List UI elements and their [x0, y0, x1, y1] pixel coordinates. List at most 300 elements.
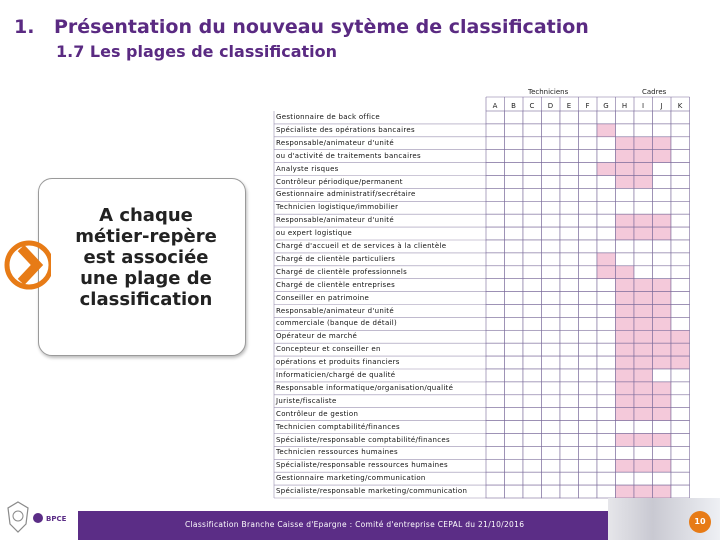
cell-filled	[671, 330, 690, 343]
level-a: A	[492, 102, 498, 110]
cell-empty	[542, 356, 561, 369]
cell-filled	[671, 343, 690, 356]
level-g: G	[603, 102, 609, 110]
cell-empty	[560, 408, 579, 421]
cell-empty	[653, 124, 672, 137]
row-label: Chargé de clientèle particuliers	[276, 254, 396, 263]
row-label: Spécialiste des opérations bancaires	[276, 125, 415, 134]
cell-filled	[616, 137, 635, 150]
cell-empty	[505, 137, 524, 150]
cell-empty	[505, 317, 524, 330]
cell-empty	[579, 266, 598, 279]
cell-empty	[486, 343, 505, 356]
cell-empty	[597, 356, 616, 369]
cell-empty	[505, 395, 524, 408]
cell-empty	[671, 369, 690, 382]
cell-empty	[560, 227, 579, 240]
cell-empty	[523, 176, 542, 189]
cell-empty	[505, 369, 524, 382]
cell-empty	[560, 382, 579, 395]
cell-empty	[634, 201, 653, 214]
group-techniciens: Techniciens	[528, 88, 569, 96]
cell-empty	[597, 369, 616, 382]
cell-empty	[505, 150, 524, 163]
cell-empty	[597, 279, 616, 292]
cell-empty	[523, 227, 542, 240]
cell-empty	[597, 150, 616, 163]
cell-empty	[486, 434, 505, 447]
cell-empty	[486, 292, 505, 305]
cell-empty	[634, 266, 653, 279]
cell-empty	[560, 292, 579, 305]
page-number: 10	[689, 511, 711, 533]
cell-empty	[486, 227, 505, 240]
cell-empty	[505, 343, 524, 356]
cell-empty	[560, 395, 579, 408]
cell-filled	[616, 227, 635, 240]
cell-empty	[616, 472, 635, 485]
row-label: Gestionnaire marketing/communication	[276, 474, 426, 483]
cell-empty	[542, 279, 561, 292]
cell-empty	[671, 227, 690, 240]
cell-empty	[486, 240, 505, 253]
cell-empty	[523, 459, 542, 472]
cell-empty	[579, 253, 598, 266]
cell-empty	[597, 485, 616, 498]
cell-filled	[616, 459, 635, 472]
row-label: Concepteur et conseiller en	[276, 345, 381, 354]
cell-empty	[634, 124, 653, 137]
cell-empty	[616, 253, 635, 266]
row-label: ou d'activité de traitements bancaires	[276, 151, 421, 160]
cell-empty	[505, 201, 524, 214]
cell-filled	[653, 434, 672, 447]
cell-filled	[653, 408, 672, 421]
cell-empty	[634, 446, 653, 459]
cell-empty	[597, 434, 616, 447]
cell-empty	[523, 408, 542, 421]
cell-empty	[542, 111, 561, 124]
cell-empty	[542, 266, 561, 279]
row-label: Spécialiste/responsable ressources humaines	[276, 461, 448, 470]
cell-filled	[616, 408, 635, 421]
cell-empty	[597, 305, 616, 318]
cell-filled	[653, 279, 672, 292]
cell-empty	[523, 317, 542, 330]
cell-empty	[671, 472, 690, 485]
cell-empty	[560, 434, 579, 447]
cell-empty	[597, 214, 616, 227]
cell-filled	[634, 485, 653, 498]
cell-filled	[616, 395, 635, 408]
cell-empty	[523, 279, 542, 292]
cell-empty	[671, 279, 690, 292]
cell-empty	[542, 124, 561, 137]
cell-empty	[579, 434, 598, 447]
cell-empty	[486, 421, 505, 434]
cell-filled	[653, 317, 672, 330]
cell-empty	[505, 188, 524, 201]
section-number: 1.	[14, 16, 35, 38]
cell-empty	[542, 305, 561, 318]
cell-empty	[579, 176, 598, 189]
cell-empty	[671, 111, 690, 124]
cell-filled	[634, 330, 653, 343]
cell-empty	[542, 408, 561, 421]
cell-empty	[634, 421, 653, 434]
group-cadres: Cadres	[642, 88, 667, 96]
cell-filled	[616, 292, 635, 305]
cell-empty	[671, 459, 690, 472]
cell-filled	[653, 227, 672, 240]
cell-empty	[560, 459, 579, 472]
cell-empty	[486, 150, 505, 163]
callout-line: A chaque	[99, 205, 193, 226]
cell-empty	[597, 176, 616, 189]
cell-empty	[505, 382, 524, 395]
cell-empty	[505, 434, 524, 447]
cell-empty	[560, 124, 579, 137]
cell-filled	[616, 317, 635, 330]
callout-line: classification	[79, 289, 213, 310]
cell-empty	[542, 214, 561, 227]
row-label: Chargé de clientèle entreprises	[276, 280, 396, 289]
cell-empty	[505, 266, 524, 279]
cell-empty	[523, 434, 542, 447]
cell-empty	[579, 330, 598, 343]
cell-empty	[486, 279, 505, 292]
cell-filled	[634, 150, 653, 163]
cell-empty	[542, 137, 561, 150]
cell-empty	[579, 124, 598, 137]
cell-empty	[523, 163, 542, 176]
row-label: Contrôleur périodique/permanent	[276, 177, 403, 186]
cell-empty	[579, 395, 598, 408]
callout-line: métier-repère	[75, 226, 217, 247]
cell-empty	[579, 421, 598, 434]
cell-empty	[523, 305, 542, 318]
cell-empty	[523, 356, 542, 369]
level-k: K	[677, 102, 683, 110]
cell-empty	[523, 395, 542, 408]
cell-empty	[579, 150, 598, 163]
cell-empty	[560, 201, 579, 214]
cell-empty	[634, 111, 653, 124]
cell-filled	[653, 382, 672, 395]
page-subtitle: 1.7 Les plages de classification	[56, 42, 338, 61]
cell-empty	[542, 201, 561, 214]
cell-empty	[486, 111, 505, 124]
cell-empty	[579, 279, 598, 292]
cell-filled	[653, 356, 672, 369]
cell-empty	[486, 124, 505, 137]
cell-empty	[560, 446, 579, 459]
cell-empty	[560, 188, 579, 201]
cell-empty	[523, 369, 542, 382]
cell-empty	[542, 421, 561, 434]
cell-empty	[486, 266, 505, 279]
cell-empty	[486, 201, 505, 214]
row-label: Chargé d'accueil et de services à la clientèle	[276, 242, 447, 250]
cell-filled	[634, 163, 653, 176]
cell-filled	[616, 176, 635, 189]
cell-empty	[671, 188, 690, 201]
cell-empty	[560, 240, 579, 253]
cell-empty	[523, 330, 542, 343]
cell-empty	[560, 305, 579, 318]
cell-empty	[542, 472, 561, 485]
cell-filled	[634, 343, 653, 356]
cell-empty	[653, 201, 672, 214]
cell-empty	[597, 421, 616, 434]
row-label: Analyste risques	[276, 164, 339, 173]
cell-empty	[505, 240, 524, 253]
page-title: Présentation du nouveau sytème de classification	[54, 16, 589, 38]
cell-empty	[597, 343, 616, 356]
cell-empty	[597, 188, 616, 201]
cell-filled	[653, 459, 672, 472]
cell-empty	[653, 111, 672, 124]
cell-empty	[579, 240, 598, 253]
cell-empty	[560, 330, 579, 343]
cell-empty	[486, 214, 505, 227]
cell-empty	[579, 369, 598, 382]
cell-filled	[671, 356, 690, 369]
row-label: Contrôleur de gestion	[276, 409, 359, 418]
cell-empty	[486, 472, 505, 485]
cell-empty	[560, 266, 579, 279]
cell-empty	[542, 434, 561, 447]
cell-empty	[505, 227, 524, 240]
cell-empty	[523, 137, 542, 150]
cell-empty	[560, 369, 579, 382]
cell-empty	[579, 356, 598, 369]
footer-text: Classification Branche Caisse d'Epargne : Comité d'entreprise CEPAL du 21/10/2016	[185, 520, 525, 529]
cell-empty	[616, 188, 635, 201]
cell-empty	[560, 317, 579, 330]
cell-empty	[671, 124, 690, 137]
cell-empty	[671, 292, 690, 305]
cell-empty	[579, 485, 598, 498]
row-label: commerciale (banque de détail)	[276, 319, 398, 328]
cell-empty	[542, 369, 561, 382]
cell-empty	[653, 240, 672, 253]
cell-empty	[542, 446, 561, 459]
cell-empty	[579, 446, 598, 459]
cell-empty	[560, 485, 579, 498]
bpce-logo-icon	[32, 512, 44, 524]
cell-empty	[505, 214, 524, 227]
cell-empty	[505, 485, 524, 498]
cell-filled	[653, 150, 672, 163]
cell-empty	[523, 343, 542, 356]
callout-line: une plage de	[80, 268, 212, 289]
cell-empty	[505, 163, 524, 176]
cell-empty	[597, 292, 616, 305]
cell-empty	[579, 317, 598, 330]
cell-filled	[634, 317, 653, 330]
cell-empty	[653, 163, 672, 176]
row-label: ou expert logistique	[276, 229, 353, 238]
row-label: Technicien comptabilité/finances	[276, 422, 400, 431]
cell-empty	[560, 111, 579, 124]
cell-filled	[597, 124, 616, 137]
cell-empty	[671, 214, 690, 227]
cell-empty	[616, 201, 635, 214]
cell-filled	[634, 408, 653, 421]
cell-empty	[523, 124, 542, 137]
cell-empty	[505, 279, 524, 292]
cell-empty	[542, 330, 561, 343]
cell-empty	[542, 176, 561, 189]
cell-empty	[542, 382, 561, 395]
cell-empty	[523, 188, 542, 201]
cell-empty	[523, 111, 542, 124]
cell-empty	[523, 150, 542, 163]
cell-empty	[486, 305, 505, 318]
cell-filled	[653, 214, 672, 227]
cell-empty	[671, 201, 690, 214]
cell-filled	[634, 459, 653, 472]
cell-empty	[523, 446, 542, 459]
cell-filled	[616, 343, 635, 356]
cell-empty	[505, 459, 524, 472]
cell-empty	[486, 330, 505, 343]
cell-empty	[486, 356, 505, 369]
cell-empty	[616, 446, 635, 459]
cell-empty	[523, 485, 542, 498]
cell-filled	[597, 266, 616, 279]
cell-empty	[505, 472, 524, 485]
cell-empty	[671, 240, 690, 253]
level-b: B	[511, 102, 516, 110]
cell-empty	[486, 253, 505, 266]
row-label: Technicien logistique/immobilier	[276, 203, 399, 212]
cell-filled	[653, 330, 672, 343]
cell-empty	[597, 227, 616, 240]
cell-empty	[653, 176, 672, 189]
row-label: Gestionnaire de back office	[276, 113, 380, 121]
cell-empty	[671, 317, 690, 330]
cell-empty	[671, 137, 690, 150]
cell-empty	[671, 305, 690, 318]
cell-empty	[671, 266, 690, 279]
bpce-logo-text: BPCE	[46, 515, 67, 523]
cell-empty	[671, 382, 690, 395]
cell-empty	[486, 485, 505, 498]
cell-empty	[523, 292, 542, 305]
row-label: Spécialiste/responsable comptabilité/finances	[276, 435, 450, 444]
level-j: J	[660, 102, 663, 110]
cell-empty	[579, 188, 598, 201]
cell-empty	[505, 305, 524, 318]
cell-empty	[486, 408, 505, 421]
cell-empty	[523, 201, 542, 214]
cell-empty	[579, 408, 598, 421]
cell-filled	[616, 150, 635, 163]
row-label: Conseiller en patrimoine	[276, 293, 370, 302]
cell-filled	[653, 292, 672, 305]
cell-filled	[616, 382, 635, 395]
row-label: Technicien ressources humaines	[276, 448, 398, 457]
cell-empty	[579, 472, 598, 485]
cell-filled	[653, 305, 672, 318]
row-label: Responsable informatique/organisation/qualité	[276, 383, 454, 392]
cell-filled	[653, 485, 672, 498]
cell-filled	[616, 369, 635, 382]
cell-empty	[653, 253, 672, 266]
cell-empty	[653, 472, 672, 485]
cell-empty	[579, 214, 598, 227]
cell-empty	[560, 137, 579, 150]
cell-empty	[560, 163, 579, 176]
cell-filled	[634, 382, 653, 395]
cell-empty	[542, 188, 561, 201]
cell-empty	[486, 163, 505, 176]
cell-empty	[671, 150, 690, 163]
cell-empty	[505, 176, 524, 189]
cell-empty	[579, 201, 598, 214]
row-label: Opérateur de marché	[276, 332, 358, 341]
cell-filled	[653, 137, 672, 150]
cell-filled	[634, 227, 653, 240]
cell-empty	[671, 485, 690, 498]
cell-empty	[597, 408, 616, 421]
row-label: Spécialiste/responsable marketing/communication	[276, 487, 468, 496]
row-label: Gestionnaire administratif/secrétaire	[276, 190, 416, 199]
cell-empty	[579, 292, 598, 305]
cell-filled	[616, 485, 635, 498]
cell-filled	[616, 356, 635, 369]
cell-empty	[542, 253, 561, 266]
cell-empty	[597, 201, 616, 214]
cell-empty	[560, 472, 579, 485]
cell-empty	[523, 266, 542, 279]
row-label: Responsable/animateur d'unité	[276, 306, 394, 315]
cell-filled	[634, 176, 653, 189]
cell-empty	[653, 266, 672, 279]
callout-line: est associée	[83, 247, 209, 268]
cell-empty	[542, 240, 561, 253]
cell-filled	[634, 395, 653, 408]
cell-empty	[486, 317, 505, 330]
cell-empty	[523, 214, 542, 227]
caisse-epargne-crest-icon	[4, 498, 32, 538]
cell-empty	[542, 292, 561, 305]
row-label: Juriste/fiscaliste	[276, 396, 337, 405]
cell-empty	[523, 472, 542, 485]
cell-empty	[505, 408, 524, 421]
cell-empty	[579, 305, 598, 318]
cell-filled	[616, 305, 635, 318]
cell-empty	[579, 163, 598, 176]
cell-empty	[523, 421, 542, 434]
cell-empty	[634, 253, 653, 266]
cell-empty	[597, 395, 616, 408]
cell-empty	[486, 137, 505, 150]
cell-empty	[671, 408, 690, 421]
cell-filled	[634, 137, 653, 150]
cell-empty	[597, 382, 616, 395]
level-h: H	[621, 102, 628, 110]
cell-empty	[653, 421, 672, 434]
cell-filled	[653, 343, 672, 356]
cell-empty	[505, 446, 524, 459]
row-label: Responsable/animateur d'unité	[276, 216, 394, 225]
cell-empty	[505, 330, 524, 343]
cell-empty	[634, 188, 653, 201]
cell-filled	[634, 292, 653, 305]
